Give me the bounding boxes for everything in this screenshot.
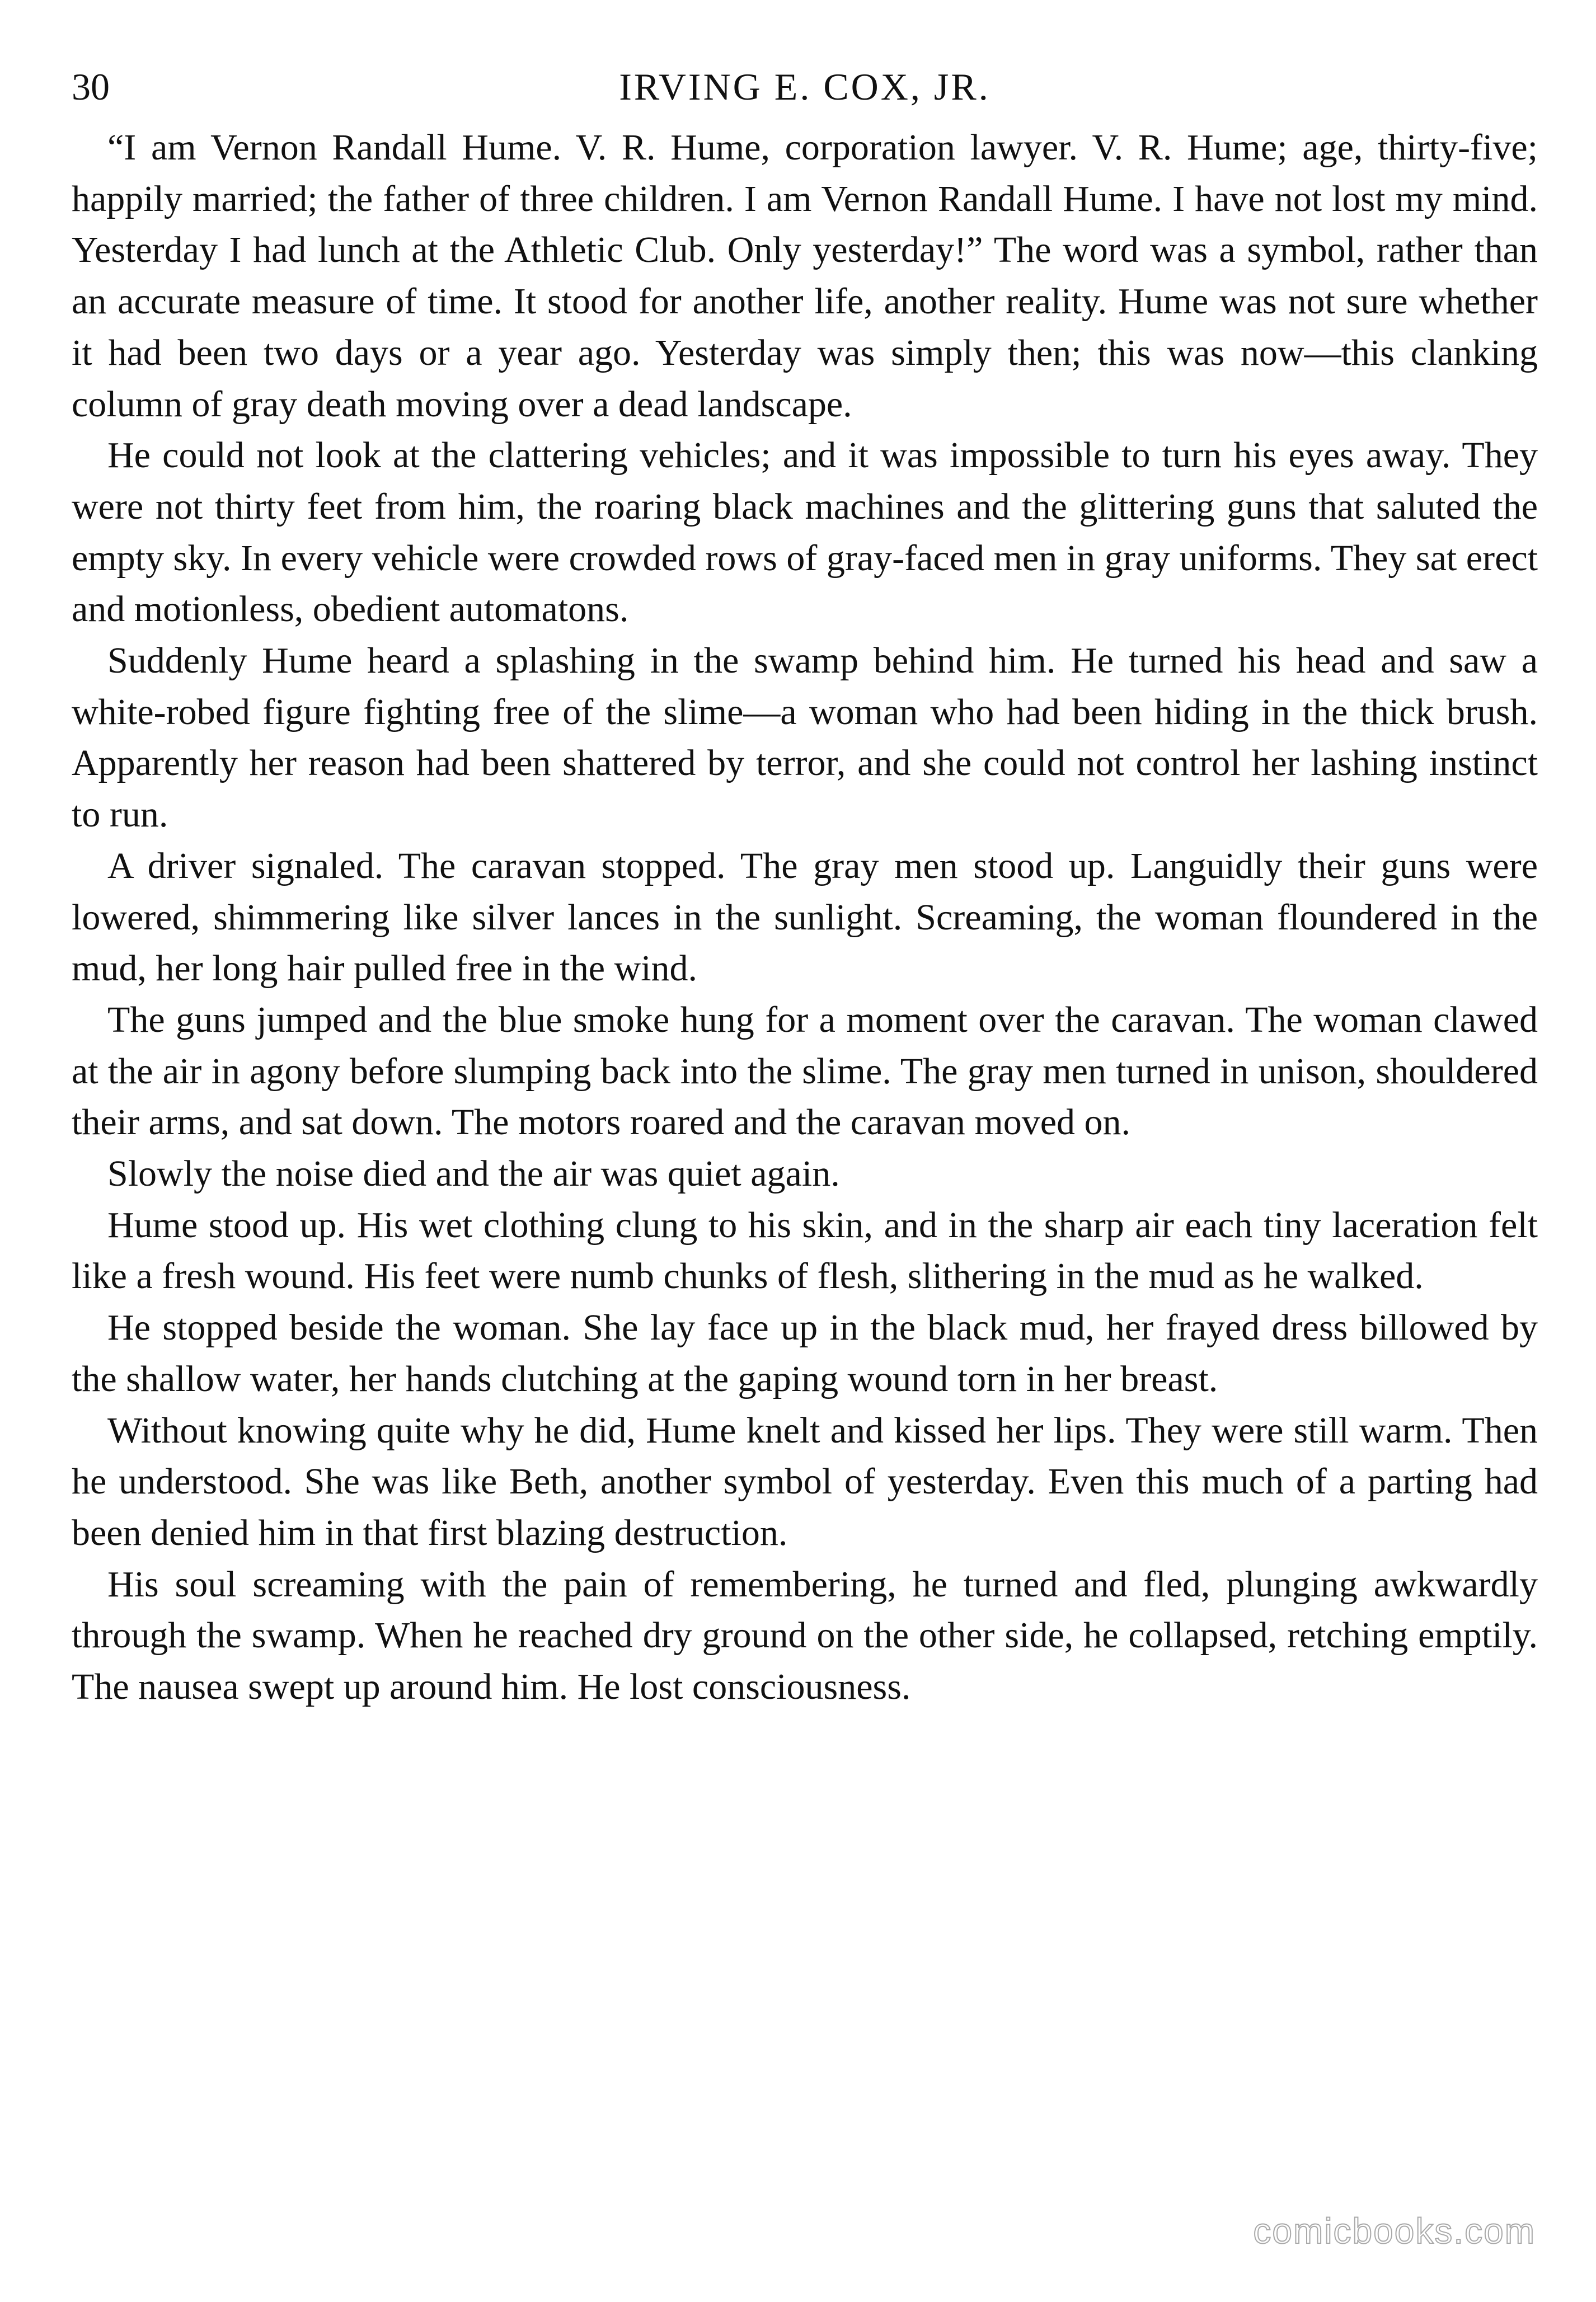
paragraph: Suddenly Hume heard a splashing in the swamp behind him. He turned his head and saw a white-robed figure fighting free of the slime—a woman who had been hiding in the thick brush. Apparently her reason had been shattered by terror, and she could not control her lashing instinct to run. <box>72 640 1538 835</box>
paragraph: Without knowing quite why he did, Hume knelt and kissed her lips. They were still warm. Then he understood. She was like Beth, another symbol of yesterday. Even this much of a parting had been denied him in that first blazing destruction. <box>72 1410 1538 1553</box>
paragraph: He could not look at the clattering vehicles; and it was impossible to turn his eyes away. They were not thirty feet from him, the roaring black machines and the glittering guns that saluted the empty sky. In every vehicle were crowded rows of gray-faced men in gray uniforms. They sat erect and motionless, obedient automatons. <box>72 435 1538 630</box>
site-watermark: comicbooks.com <box>1253 2211 1536 2251</box>
page-number: 30 <box>72 65 110 108</box>
paragraph: Slowly the noise died and the air was quiet again. <box>107 1153 840 1195</box>
paragraph: A driver signaled. The caravan stopped. The gray men stood up. Languidly their guns were lowered, shimmering like silver lances in the sunlight. Screaming, the woman floundered in the mud, her long hair pulled free in the wind. <box>72 845 1538 989</box>
paragraph: “I am Vernon Randall Hume. V. R. Hume, corporation lawyer. V. R. Hume; age, thirty-five; happily married; the father of three children. I am Vernon Randall Hume. I have not lost my mind. Yesterday I had lunch at the Athletic Club. Only yesterday!” The word was a symbol, rather than an accurate measure of time. It stood for another life, another reality. Hume was not sure whether it had been two days or a year ago. Yesterday was simply then; this was now—this clanking column of gray death moving over a dead landscape. <box>72 127 1538 425</box>
page-header <box>72 62 1538 112</box>
running-head-author: IRVING E. COX, JR. <box>619 65 991 108</box>
paragraph: Hume stood up. His wet clothing clung to his skin, and in the sharp air each tiny laceration felt like a fresh wound. His feet were numb chunks of flesh, slithering in the mud as he walked. <box>72 1204 1538 1297</box>
paragraph: His soul screaming with the pain of remembering, he turned and fled, plunging awkwardly through the swamp. When he reached dry ground on the other side, he collapsed, retching emptily. The nausea swept up around him. He lost consciousness. <box>72 1563 1538 1708</box>
paragraph: The guns jumped and the blue smoke hung for a moment over the caravan. The woman clawed at the air in agony before slumping back into the slime. The gray men turned in unison, shouldered their arms, and sat down. The motors roared and the caravan moved on. <box>72 999 1538 1143</box>
paragraph: He stopped beside the woman. She lay face up in the black mud, her frayed dress billowed by the shallow water, her hands clutching at the gaping wound torn in her breast. <box>72 1307 1538 1399</box>
story-text <box>72 122 1538 1713</box>
